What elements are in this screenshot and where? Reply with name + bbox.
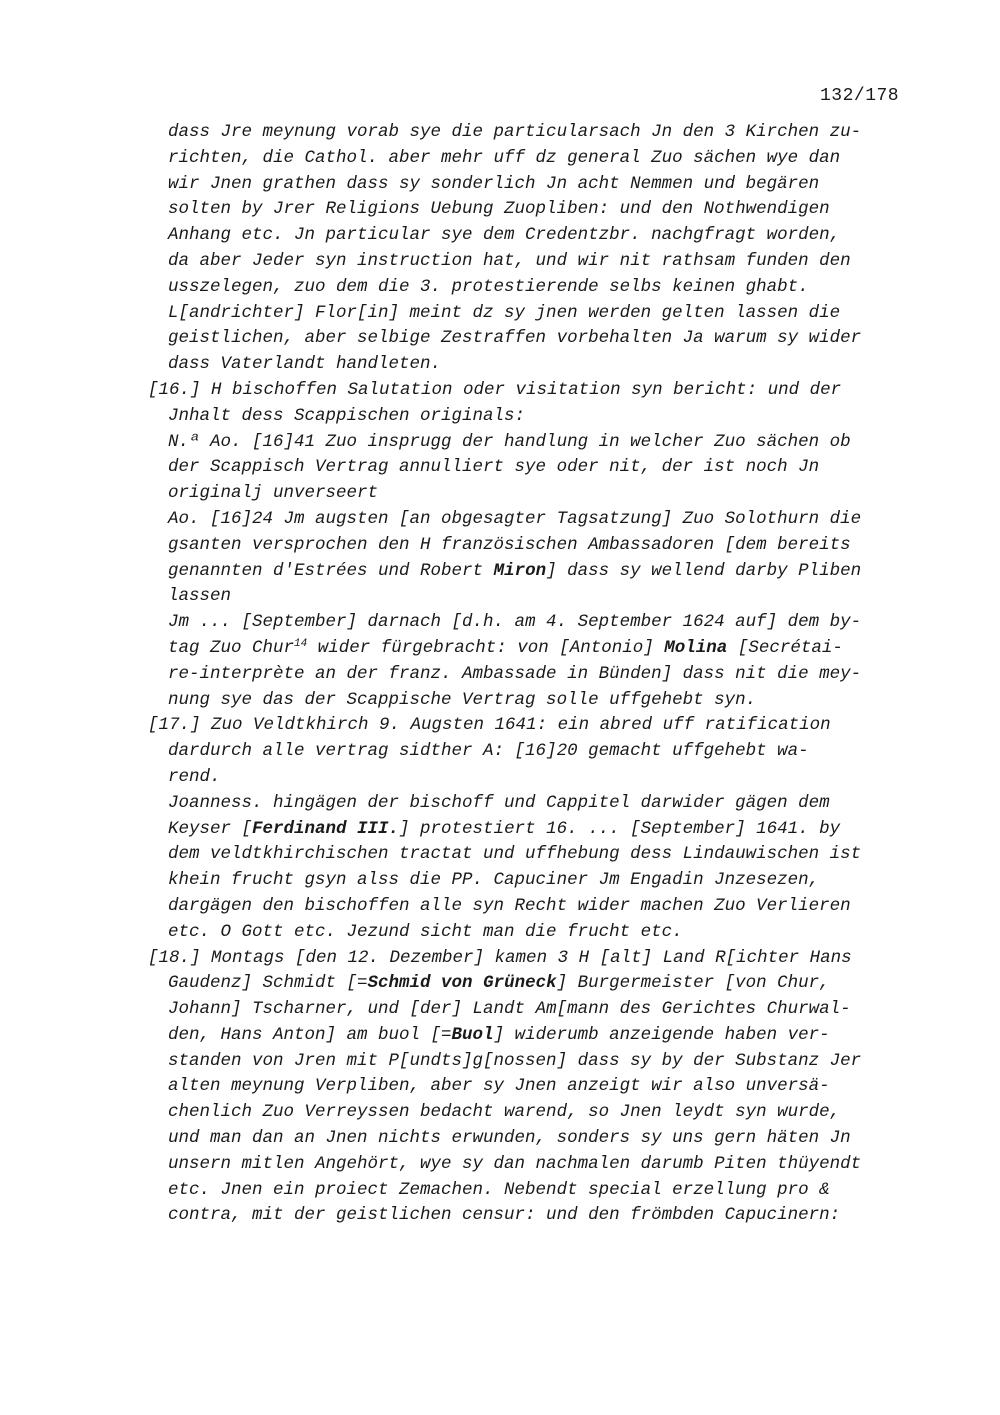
line-text: usszelegen, zuo dem die 3. protestierende selbs keinen ghabt.: [168, 276, 809, 297]
text-line: [148, 1023, 948, 1049]
text-line: [148, 688, 948, 714]
text-line: [148, 301, 948, 327]
line-text: [17.] Zuo Veldtkhirch 9. Augsten 1641: ein abred uff ratification: [148, 715, 831, 736]
text-line: [148, 533, 948, 559]
line-text: der Scappisch Vertrag annulliert sye oder nit, der ist noch Jn: [168, 457, 820, 478]
name-bold: Ferdinand III.: [252, 818, 400, 839]
footnote-ref: 14: [294, 637, 308, 650]
text-line: [148, 430, 948, 456]
line-text: geistlichen, aber selbige Zestraffen vorbehalten Ja warum sy wider: [168, 328, 862, 349]
line-text: originalj unverseert: [168, 483, 379, 504]
line-text-cont: ] dass sy wellend darby Pliben: [546, 560, 862, 581]
line-text: nung sye das der Scappische Vertrag solle uffgehebt syn.: [168, 689, 757, 710]
line-text: dargägen den bischoffen alle syn Recht wider machen Zuo Verlieren: [168, 895, 851, 916]
line-text: L[andrichter] Flor[in] meint dz sy jnen werden gelten lassen die: [168, 302, 841, 323]
line-text: Jm ... [September] darnach [d.h. am 4. September 1624 auf] dem by-: [168, 612, 862, 633]
line-text: etc. Jnen ein proiect Zemachen. Nebendt special erzellung pro &: [168, 1179, 830, 1200]
text-line: [148, 455, 948, 481]
line-text: etc. O Gott etc. Jezund sicht man die frucht etc.: [168, 921, 683, 942]
text-line: [148, 1152, 948, 1178]
text-line: [148, 739, 948, 765]
line-text-cont: [Secrétai-: [727, 637, 843, 658]
line-text: unsern mitlen Angehört, wye sy dan nachmalen darumb Piten thüyendt: [168, 1153, 862, 1174]
text-line: [148, 1100, 948, 1126]
line-text: rend.: [168, 766, 221, 787]
text-line: [148, 997, 948, 1023]
line-text: wir Jnen grathen dass sy sonderlich Jn acht Nemmen und begären: [168, 173, 820, 194]
line-text: dardurch alle vertrag sidther A: [16]20 gemacht uffgehebt wa-: [168, 741, 809, 762]
text-line: [148, 249, 948, 275]
line-text: khein frucht gsyn alss die PP. Capuciner Jm Engadin Jnzesezen,: [168, 870, 820, 891]
text-line: [148, 1178, 948, 1204]
name-bold: Buol: [451, 1024, 494, 1045]
text-line: [148, 197, 948, 223]
text-line: [148, 894, 948, 920]
line-text: den, Hans Anton] am buol [=: [168, 1024, 452, 1045]
line-text: Jnhalt dess Scappischen originals:: [168, 405, 526, 426]
text-line: [148, 1203, 948, 1229]
text-line: [148, 1126, 948, 1152]
text-line: [148, 791, 948, 817]
text-line: [148, 559, 948, 585]
line-text: alten meynung Verpliben, aber sy Jnen anzeigt wir also unversä-: [168, 1076, 830, 1097]
text-line: [148, 765, 948, 791]
line-text: dass Jre meynung vorab sye die particularsach Jn den 3 Kirchen zu-: [168, 122, 862, 142]
line-text: Gaudenz] Schmidt [=: [168, 973, 368, 994]
text-line: [148, 378, 948, 404]
text-line: [148, 120, 948, 146]
line-text: [16.] H bischoffen Salutation oder visitation syn bericht: und der: [148, 379, 842, 400]
line-text: [18.] Montags [den 12. Dezember] kamen 3 H [alt] Land R[ichter Hans: [148, 947, 852, 968]
text-line: [148, 920, 948, 946]
text-line: [148, 662, 948, 688]
text-line: [148, 481, 948, 507]
page-number: 132/178: [820, 86, 900, 106]
line-text: gsanten versprochen den H französischen Ambassadoren [dem bereits: [168, 534, 851, 555]
line-text: re-interprète an der franz. Ambassade in Bünden] dass nit die mey-: [168, 663, 862, 684]
text-line: [148, 636, 948, 662]
line-text: N.ª Ao. [16]41 Zuo insprugg der handlung in welcher Zuo sächen ob: [168, 431, 851, 452]
line-text: dem veldtkhirchischen tractat und uffhebung dess Lindauwischen ist: [168, 844, 862, 865]
name-bold: Schmid von Grüneck: [367, 973, 557, 994]
text-line: [148, 1049, 948, 1075]
text-line: [148, 584, 948, 610]
line-text: Ao. [16]24 Jm augsten [an obgesagter Tagsatzung] Zuo Solothurn die: [168, 508, 862, 529]
line-text-cont: ] protestiert 16. ... [September] 1641. by: [399, 818, 841, 839]
text-line: [148, 275, 948, 301]
text-line: [148, 817, 948, 843]
line-text: solten by Jrer Religions Uebung Zuopliben: und den Nothwendigen: [168, 199, 830, 220]
text-line: [148, 868, 948, 894]
text-line: [148, 971, 948, 997]
name-bold: Miron: [493, 560, 547, 581]
text-line: [148, 404, 948, 430]
line-text: dass Vaterlandt handleten.: [168, 354, 442, 375]
line-text-cont: ] widerumb anzeigende haben ver-: [493, 1024, 830, 1045]
line-text-cont: wider fürgebracht: von [Antonio]: [307, 637, 665, 658]
line-text-cont: ] Burgermeister [von Chur,: [556, 973, 830, 994]
text-line: [148, 713, 948, 739]
line-text: da aber Jeder syn instruction hat, und wir nit rathsam funden den: [168, 250, 851, 271]
line-text: lassen: [168, 586, 232, 607]
text-line: [148, 223, 948, 249]
text-line: [148, 610, 948, 636]
line-text: chenlich Zuo Verreyssen bedacht warend, so Jnen leydt syn wurde,: [168, 1102, 841, 1123]
line-text: Anhang etc. Jn particular sye dem Credentzbr. nachgfragt worden,: [168, 225, 841, 246]
text-line: [148, 507, 948, 533]
line-text: Johann] Tscharner, und [der] Landt Am[mann des Gerichtes Churwal-: [168, 999, 851, 1020]
line-text: Joanness. hingägen der bischoff und Cappitel darwider gägen dem: [168, 792, 830, 813]
line-text: Keyser [: [168, 818, 253, 839]
line-text: contra, mit der geistlichen censur: und den frömbden Capucinern:: [168, 1205, 841, 1226]
text-line: [148, 352, 948, 378]
body-text: [148, 120, 948, 1229]
line-text: standen von Jren mit P[undts]g[nossen] dass sy by der Substanz Jer: [168, 1050, 862, 1071]
text-line: [148, 946, 948, 972]
line-text: richten, die Cathol. aber mehr uff dz general Zuo sächen wye dan: [168, 147, 841, 168]
name-bold: Molina: [664, 637, 728, 658]
line-text: und man dan an Jnen nichts erwunden, sonders sy uns gern häten Jn: [168, 1128, 851, 1149]
line-text: genannten d'Estrées und Robert: [168, 560, 494, 581]
text-line: [148, 326, 948, 352]
text-line: [148, 842, 948, 868]
text-line: [148, 1074, 948, 1100]
text-line: [148, 146, 948, 172]
line-text: tag Zuo Chur: [168, 637, 295, 658]
text-line: [148, 172, 948, 198]
